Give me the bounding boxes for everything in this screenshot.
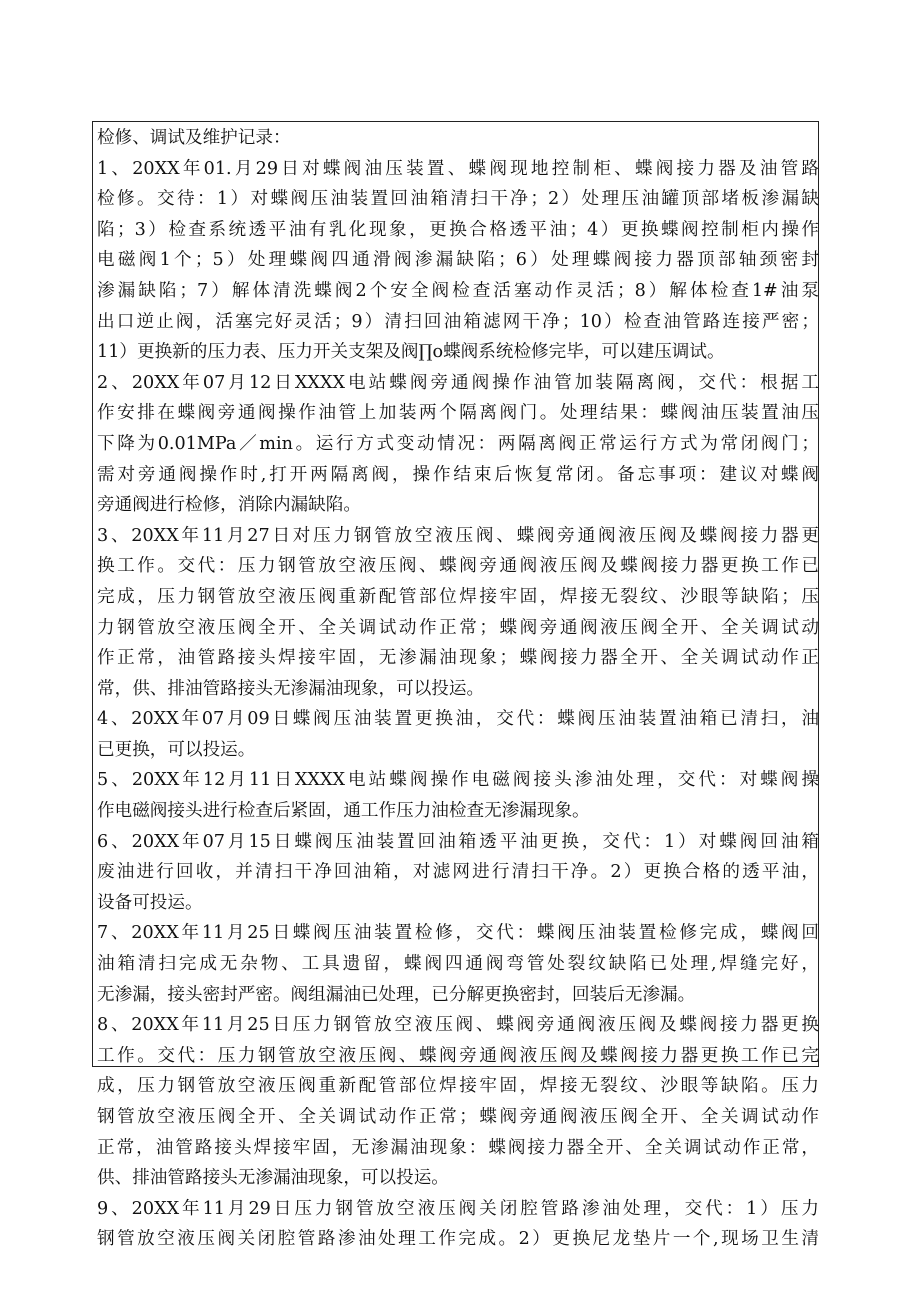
- entry-line: 渗漏缺陷；7）解体清洗蝶阀2个安全阀检查活塞动作灵活；8）解体检查1#油泵: [97, 280, 819, 301]
- entry-line: 油箱清扫完成无杂物、工具遗留，蝶阀四通阀弯管处裂纹缺陷已处理,焊缝完好，: [97, 954, 819, 975]
- entry-line: 6、20XX年07月15日蝶阀压油装置回油箱透平油更换，交代：1）对蝶阀回油箱: [97, 831, 819, 852]
- entry-line: 1、20XX年01.月29日对蝶阀油压装置、蝶阀现地控制柜、蝶阀接力器及油管路: [97, 158, 819, 179]
- entry-line: 废油进行回收，并清扫干净回油箱，对滤网进行清扫干净。2）更换合格的透平油，: [97, 862, 819, 883]
- record-entry-5: [97, 765, 819, 826]
- entry-line: 3、20XX年11月27日对压力钢管放空液压阀、蝶阀旁通阀液压阀及蝶阀接力器更: [97, 525, 819, 546]
- entry-line: 下降为0.01MPa／min。运行方式变动情况：两隔离阀正常运行方式为常闭阀门；: [97, 433, 819, 454]
- record-heading: 检修、调试及维护记录：: [97, 128, 291, 148]
- entry-line: 电磁阀1个；5）处理蝶阀四通滑阀渗漏缺陷；6）处理蝶阀接力器顶部轴颈密封: [97, 250, 819, 271]
- entry-line: 需对旁通阀操作时,打开两隔离阀，操作结束后恢复常闭。备忘事项：建议对蝶阀: [97, 464, 819, 485]
- record-entry-8: [97, 1010, 819, 1194]
- entry-line: 供、排油管路接头无渗漏油现象，可以投运。: [97, 1168, 449, 1189]
- entry-line: 力钢管放空液压阀全开、全关调试动作正常；蝶阀旁通阀液压阀全开、全关调试动: [97, 617, 819, 638]
- entry-line: 完成，压力钢管放空液压阀重新配管部位焊接牢固，焊接无裂纹、沙眼等缺陷；压: [97, 586, 819, 607]
- entry-line: 已更换，可以投运。: [97, 739, 256, 760]
- entry-line: 正常，油管路接头焊接牢固，无渗漏油现象：蝶阀接力器全开、全关调试动作正常，: [97, 1137, 819, 1158]
- entry-line: 4、20XX年07月09日蝶阀压油装置更换油，交代：蝶阀压油装置油箱已清扫，油: [97, 709, 819, 730]
- maintenance-record: [97, 123, 819, 1255]
- entry-line: 作安排在蝶阀旁通阀操作油管上加装两个隔离阀门。处理结果：蝶阀油压装置油压: [97, 403, 819, 424]
- entry-line: 无渗漏，接头密封严密。阀组漏油已处理，已分解更换密封，回装后无渗漏。: [97, 984, 696, 1005]
- entry-line: 9、20XX年11月29日压力钢管放空液压阀关闭腔管路渗油处理，交代：1）压力: [97, 1198, 819, 1219]
- entry-line: 工作。交代：压力钢管放空液压阀、蝶阀旁通阀液压阀及蝶阀接力器更换工作已完: [97, 1045, 819, 1066]
- entry-line: 成，压力钢管放空液压阀重新配管部位焊接牢固，焊接无裂纹、沙眼等缺陷。压力: [97, 1076, 819, 1097]
- entry-line: 设备可投运。: [97, 892, 203, 913]
- entry-line: 5、20XX年12月11日XXXX电站蝶阀操作电磁阀接头渗油处理，交代：对蝶阀操: [97, 770, 819, 791]
- entry-line: 陷；3）检查系统透平油有乳化现象，更换合格透平油；4）更换蝶阀控制柜内操作: [97, 219, 819, 240]
- entry-line: 8、20XX年11月25日压力钢管放空液压阀、蝶阀旁通阀液压阀及蝶阀接力器更换: [97, 1015, 819, 1036]
- record-entry-7: [97, 918, 819, 1010]
- entry-line: 换工作。交代：压力钢管放空液压阀、蝶阀旁通阀液压阀及蝶阀接力器更换工作已: [97, 556, 819, 577]
- record-entry-3: [97, 521, 819, 705]
- record-entry-1: [97, 154, 819, 368]
- entry-line: 钢管放空液压阀全开、全关调试动作正常；蝶阀旁通阀液压阀全开、全关调试动作: [97, 1107, 819, 1127]
- record-entry-2: [97, 368, 819, 521]
- entry-line: 11）更换新的压力表、压力开关支架及阀∏o蝶阀系统检修完毕，可以建压调试。: [97, 342, 725, 363]
- entry-line: 作正常，油管路接头焊接牢固，无渗漏油现象；蝶阀接力器全开、全关调试动作正: [97, 648, 819, 669]
- entry-line: 常，供、排油管路接头无渗漏油现象，可以投运。: [97, 678, 485, 699]
- record-entry-9: [97, 1194, 819, 1255]
- entry-line: 钢管放空液压阀关闭腔管路渗油处理工作完成。2）更换尼龙垫片一个,现场卫生清: [97, 1229, 819, 1250]
- entry-line: 出口逆止阀，活塞完好灵活；9）清扫回油箱滤网干净；10）检查油管路连接严密；: [97, 311, 819, 332]
- entry-line: 2、20XX年07月12日XXXX电站蝶阀旁通阀操作油管加装隔离阀，交代：根据工: [97, 372, 819, 393]
- entry-line: 作电磁阀接头进行检查后紧固，通工作压力油检查无渗漏现象。: [97, 801, 590, 822]
- record-entry-4: [97, 704, 819, 765]
- record-entry-6: [97, 827, 819, 919]
- entry-line: 7、20XX年11月25日蝶阀压油装置检修，交代：蝶阀压油装置检修完成，蝶阀回: [97, 923, 819, 944]
- entry-line: 旁通阀进行检修，消除内漏缺陷。: [97, 495, 361, 516]
- entry-line: 检修。交待：1）对蝶阀压油装置回油箱清扫干净；2）处理压油罐顶部堵板渗漏缺: [97, 189, 819, 210]
